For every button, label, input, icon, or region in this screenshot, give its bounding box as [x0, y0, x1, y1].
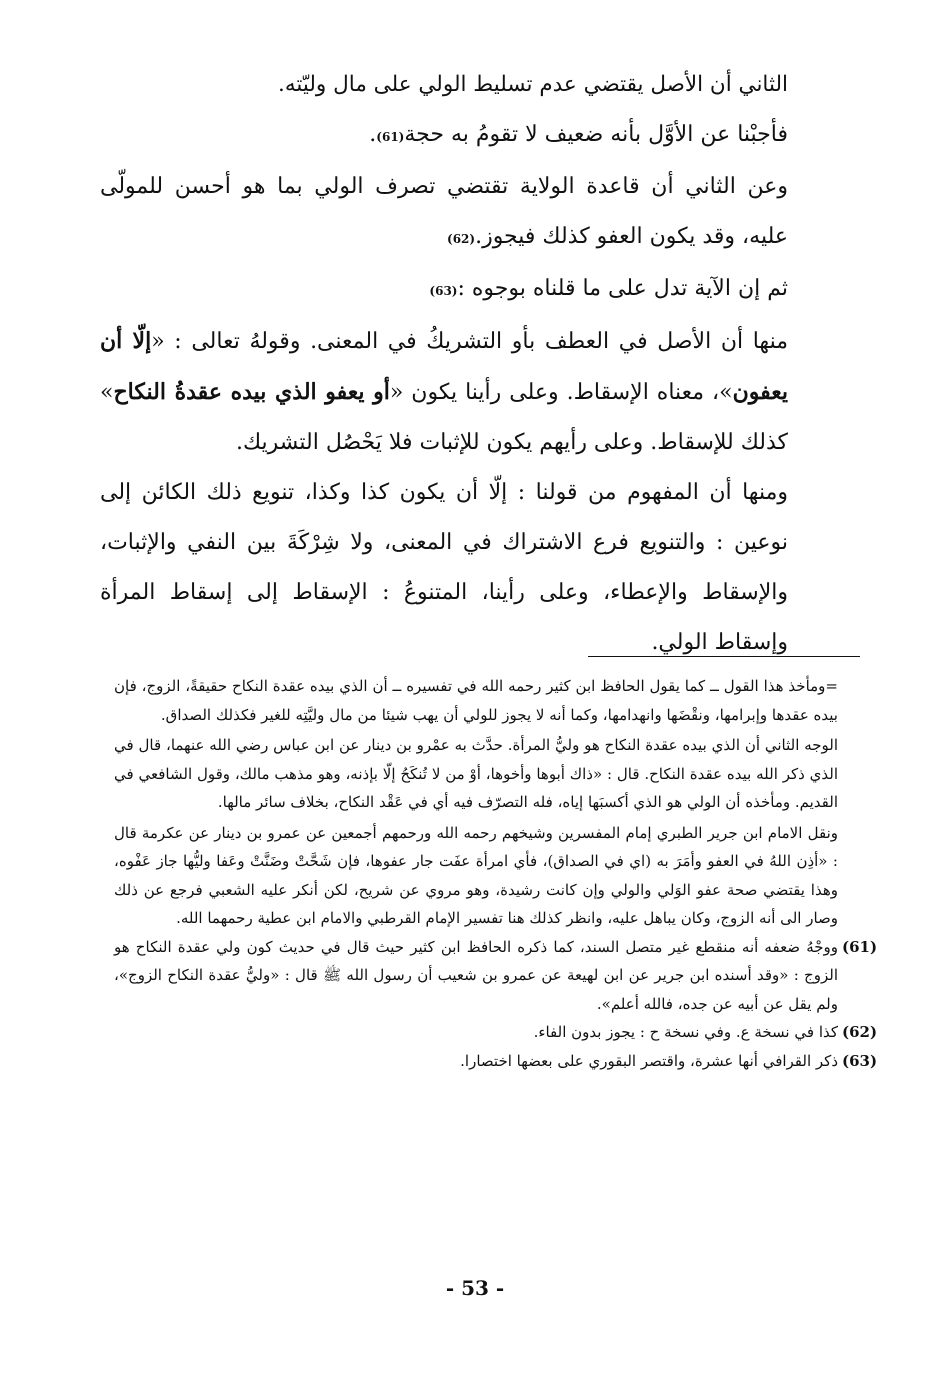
- main-paragraph-5-before: منها أن الأصل في العطف بأو التشريكُ في المعنى. وقولهُ تعالى : «: [151, 329, 788, 354]
- footnote-61: [114, 933, 878, 1019]
- main-paragraph-4: [100, 264, 788, 316]
- footnote-63: [114, 1047, 878, 1076]
- footnote-ref-63: (63): [429, 284, 458, 298]
- footnotes: [114, 672, 878, 1075]
- main-paragraph-6: ومنها أن المفهوم من قولنا : إلّا أن يكون كذا وكذا، تنويع ذلك الكائن إلى نوعين : والتنويع فرع الاشتراك في المعنى، ولا شِرْكَةَ بين النفي والإثبات، والإسقاط والإعطاء، وعلى رأينا، المتنوعُ : الإسقاط إلى إسقاط المرأة وإسقاط الولي.: [100, 480, 788, 655]
- quran-quote-2: أو يعفو الذي بيده عقدةُ النكاح: [113, 379, 390, 405]
- footnote-text: ذكر القرافي أنها عشرة، واقتصر البقوري على بعضها اختصارا.: [460, 1051, 838, 1070]
- footnote-text: ووجْهُ ضعفه أنه منقطع غير متصل السند، كما ذكره الحافظ ابن كثير حيث قال في حديث كون ولي عقدة النكاح هو الزوج : «وقد أسنده ابن جرير عن ابن لهيعة عن عمرو بن شعيب أن رسول الله ﷺ قال : «وليُّ عقدة النكاح الزوج»، ولم يقل عن أبيه عن جده، فالله أعلم».: [114, 937, 838, 1013]
- main-paragraph-2: فأجبْنا عن الأوَّل بأنه ضعيف لا تقومُ به حجة(61).: [369, 122, 788, 147]
- footnote-62: [114, 1018, 878, 1047]
- footnote-number: (61): [842, 937, 878, 956]
- footnote-number: (62): [842, 1023, 878, 1041]
- main-paragraph-5-after: » كذلك للإسقاط. وعلى رأيهم يكون للإثبات فلا يَحْصُل التشريك.: [100, 380, 788, 455]
- main-paragraph-2-text: فأجبْنا عن الأوَّل بأنه ضعيف لا تقومُ به حجة: [404, 122, 788, 147]
- footnote-continuation-3: ونقل الامام ابن جرير الطبري إمام المفسرين وشيخهم رحمه الله ورحمهم أجمعين عن عمرو بن دينار عن عكرمة قال : «أذِن اللهُ في العفو وأمَرَ به (اي في الصداق)، فأي امرأة عفَت جار عفوها، فإن شَحَّتْ وضَنَّتْ وعَفا وليُّها جاز عَفْوه، وهذا يقتضي صحة عفو الوَلي والولي وإن كانت رشيدة، وهو مروي عن شريح، لكن أنكر عليه الشعبي فرجع عن ذلك وصار الى أنه الزوج، وكان يباهل عليه، وانظر كذلك هنا تفسير الإمام القرطبي والامام ابن عطية رحمهما الله.: [114, 823, 838, 927]
- quran-quote-1: إلّا أن يعفون: [100, 328, 788, 405]
- footnote-number: (63): [842, 1051, 878, 1070]
- main-paragraph-3: [100, 162, 788, 264]
- footnote-ref-62: (62): [447, 232, 476, 246]
- page-number: - 53 -: [445, 1276, 505, 1300]
- footnote-continuation-2: الوجه الثاني أن الذي بيده عقدة النكاح هو وليُّ المرأة. حدَّث به عمْرو بن دينار عن ابن عباس رضي الله عنهما، قال في الذي ذكر الله بيده عقدة النكاح. قال : «ذاك أبوها وأخوها، أوْ من لا تُنكَحُ إلّا بإذنه، وهو مذهب مالك، وقول الشافعي في القديم. ومأخذه أن الولي هو الذي أكسبَها إياه، فله التصرّف فيه أي في عَقْد النكاح، بخلاف سائر مالها.: [114, 736, 838, 811]
- main-paragraph-1: الثاني أن الأصل يقتضي عدم تسليط الولي على مال وليّته.: [278, 72, 788, 97]
- main-text: [100, 60, 788, 668]
- footnote-continuation-1: =ومأخذ هذا القول ــ كما يقول الحافظ ابن كثير رحمه الله في تفسيره ــ أن الذي بيده عقدة النكاح حقيقةً، الزوج، فإن بيده عقدها وإبرامها، ونقْضَها وانهدامها، وكما أنه لا يجوز للولي أن يهب شيئا من مال وليَّتِه للغير فكذلك الصداق.: [114, 677, 838, 724]
- main-paragraph-3-text: وعن الثاني أن قاعدة الولاية تقتضي تصرف الولي بما هو أحسن للمولّى عليه، وقد يكون العفو كذلك فيجوز.: [100, 174, 788, 249]
- main-paragraph-4-text: ثم إن الآية تدل على ما قلناه بوجوه :: [457, 276, 788, 301]
- footnote-ref-61: (61): [376, 130, 405, 144]
- main-paragraph-5: [100, 316, 788, 468]
- footnote-text: كذا في نسخة ع. وفي نسخة ح : يجوز بدون الفاء.: [533, 1023, 838, 1041]
- main-paragraph-5-middle: »، معناه الإسقاط. وعلى رأينا يكون «: [389, 380, 733, 405]
- footnote-separator: [588, 656, 860, 657]
